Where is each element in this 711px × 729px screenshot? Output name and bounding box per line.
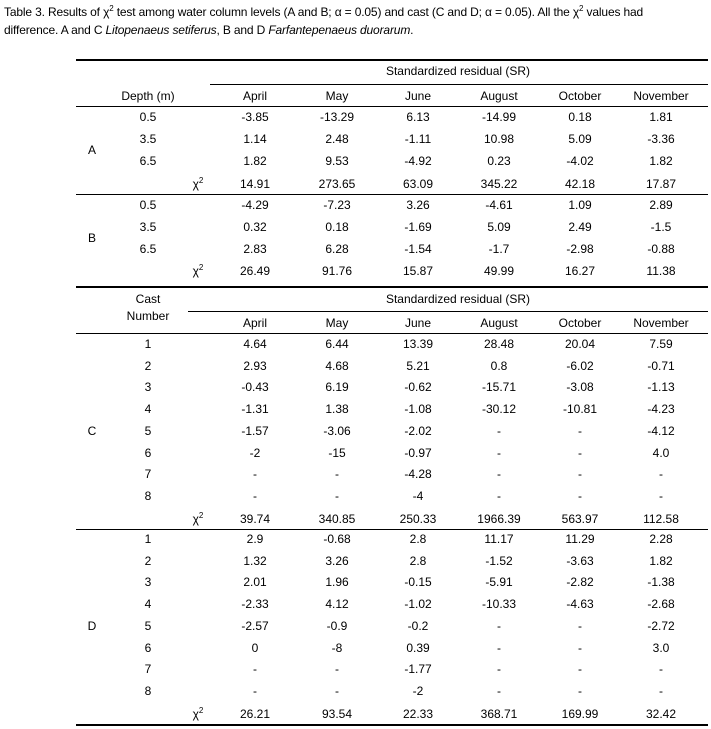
residual-value: -0.88 bbox=[647, 242, 675, 256]
depth-column-header: Depth (m) bbox=[121, 89, 175, 103]
residual-value: -0.9 bbox=[326, 618, 348, 633]
residual-value: -2 bbox=[249, 445, 261, 460]
header-rule bbox=[76, 106, 708, 107]
residual-value: 11.17 bbox=[484, 532, 514, 546]
residual-value: - bbox=[253, 488, 257, 503]
month-header: November bbox=[633, 89, 689, 103]
residual-value: -4.92 bbox=[404, 154, 432, 168]
residual-value: 3.26 bbox=[406, 198, 430, 212]
residual-value: 1.38 bbox=[325, 402, 349, 417]
residual-value: 20.04 bbox=[564, 337, 596, 351]
cast-value: 8 bbox=[144, 488, 152, 503]
residual-value: 2.48 bbox=[325, 132, 349, 146]
residual-value: - bbox=[497, 445, 501, 460]
month-header: August bbox=[480, 316, 518, 330]
residual-value: - bbox=[659, 662, 663, 677]
residual-value: - bbox=[253, 662, 257, 677]
residual-value: 2.93 bbox=[243, 358, 267, 373]
residual-value: 2.01 bbox=[243, 575, 267, 590]
residual-value: -1.31 bbox=[241, 402, 269, 417]
residual-value: - bbox=[497, 423, 501, 438]
chi-square-value: 26.49 bbox=[239, 264, 271, 278]
residual-value: 0.8 bbox=[490, 358, 508, 373]
chi-square-value: 11.38 bbox=[646, 264, 676, 278]
residual-value: -3.36 bbox=[647, 132, 675, 146]
residual-value: 2.89 bbox=[649, 198, 673, 212]
residual-value: - bbox=[659, 683, 663, 698]
group-label: A bbox=[87, 143, 97, 157]
residual-value: - bbox=[497, 640, 501, 655]
residual-value: -1.02 bbox=[404, 597, 432, 612]
residual-value: -1.77 bbox=[404, 662, 432, 677]
cast-value: 4 bbox=[144, 597, 152, 612]
residual-value: 2.49 bbox=[568, 220, 592, 234]
chi-square-value: 169.99 bbox=[561, 707, 599, 721]
residual-value: -2.68 bbox=[647, 597, 675, 612]
month-header: August bbox=[480, 89, 518, 103]
residual-value: 2.8 bbox=[409, 553, 427, 568]
chi-square-value: 42.18 bbox=[564, 177, 596, 191]
residual-value: -8 bbox=[331, 640, 343, 655]
residual-value: 6.44 bbox=[325, 337, 349, 351]
chi-square-value: 563.97 bbox=[561, 512, 599, 526]
residual-value: 4.68 bbox=[325, 358, 349, 373]
residual-value: -0.71 bbox=[647, 358, 675, 373]
residual-value: 1.09 bbox=[568, 198, 592, 212]
chi-square-value: 93.54 bbox=[321, 707, 353, 721]
residual-value: -1.69 bbox=[404, 220, 432, 234]
residual-value: - bbox=[578, 467, 582, 482]
cast-value: 1 bbox=[144, 337, 152, 351]
residual-value: -0.15 bbox=[404, 575, 432, 590]
residual-value: 6.13 bbox=[406, 110, 430, 124]
depth-value: 6.5 bbox=[139, 242, 157, 256]
depth-value: 3.5 bbox=[139, 220, 157, 234]
month-header: May bbox=[325, 89, 349, 103]
chi-square-value: 368.71 bbox=[480, 707, 518, 721]
residual-value: -4.28 bbox=[404, 467, 432, 482]
cast-value: 7 bbox=[144, 662, 152, 677]
residual-value: 7.59 bbox=[649, 337, 673, 351]
residual-value: 6.28 bbox=[325, 242, 349, 256]
chi-square-value: 91.76 bbox=[321, 264, 353, 278]
cast-column-header: Cast bbox=[135, 292, 161, 306]
residual-value: -1.13 bbox=[647, 380, 675, 395]
chi-square-label: $\chi^2$ bbox=[192, 511, 204, 526]
cast-value: 1 bbox=[144, 532, 152, 546]
residual-value: 4.64 bbox=[243, 337, 267, 351]
residual-value: 0.18 bbox=[325, 220, 349, 234]
sr-header: Standardized residual (SR) bbox=[385, 64, 531, 78]
cast-column-header: Number bbox=[126, 309, 170, 323]
residual-value: -0.68 bbox=[323, 532, 351, 546]
residual-value: -10.33 bbox=[481, 597, 517, 612]
residual-value: - bbox=[578, 662, 582, 677]
residual-value: 0.32 bbox=[243, 220, 267, 234]
month-header: June bbox=[404, 89, 432, 103]
residual-value: 1.82 bbox=[649, 553, 673, 568]
chi-square-value: 26.21 bbox=[239, 707, 271, 721]
residual-value: 5.09 bbox=[487, 220, 511, 234]
residual-value: 6.19 bbox=[325, 380, 349, 395]
chi-square-value: 15.87 bbox=[402, 264, 434, 278]
table-caption: Table 3. Results of $\chi^2$ test among water column levels (A and B; α = 0.05) and cast (C and D; α = 0.05). All the $\chi^2$ values had difference. A and C Litopenaeus setiferus, B and D Farfantepenaeus duorarum. bbox=[4, 4, 644, 37]
residual-value: -30.12 bbox=[481, 402, 517, 417]
residual-value: -2.98 bbox=[566, 242, 594, 256]
residual-value: -3.85 bbox=[241, 110, 269, 124]
chi-square-value: 63.09 bbox=[402, 177, 434, 191]
residual-value: -1.38 bbox=[647, 575, 675, 590]
residual-value: - bbox=[659, 467, 663, 482]
residual-value: -5.91 bbox=[485, 575, 513, 590]
residual-value: 1.14 bbox=[243, 132, 267, 146]
residual-value: -1.52 bbox=[485, 553, 513, 568]
depth-value: 6.5 bbox=[139, 154, 157, 168]
residual-value: -0.43 bbox=[241, 380, 269, 395]
residual-value: -4.12 bbox=[647, 423, 675, 438]
cast-value: 5 bbox=[144, 618, 152, 633]
group-divider bbox=[76, 194, 708, 195]
group-divider bbox=[76, 529, 708, 530]
month-header: April bbox=[242, 89, 268, 103]
month-header: October bbox=[558, 89, 602, 103]
residual-value: - bbox=[578, 683, 582, 698]
chi-square-value: 1966.39 bbox=[477, 512, 521, 526]
cast-value: 6 bbox=[144, 640, 152, 655]
residual-value: - bbox=[253, 467, 257, 482]
residual-value: 2.8 bbox=[409, 532, 427, 546]
residual-value: -14.99 bbox=[481, 110, 517, 124]
residual-value: 0.39 bbox=[406, 640, 430, 655]
residual-value: 4.0 bbox=[652, 445, 670, 460]
chi-square-value: 32.42 bbox=[645, 707, 677, 721]
depth-value: 0.5 bbox=[139, 110, 157, 124]
residual-value: 1.96 bbox=[325, 575, 349, 590]
residual-value: -4 bbox=[412, 488, 424, 503]
sr-header: Standardized residual (SR) bbox=[385, 292, 531, 306]
group-label: B bbox=[87, 231, 97, 245]
chi-square-value: 16.27 bbox=[564, 264, 596, 278]
residual-value: - bbox=[497, 662, 501, 677]
residual-value: 5.09 bbox=[568, 132, 592, 146]
residual-value: -3.06 bbox=[323, 423, 351, 438]
residual-value: -1.11 bbox=[404, 132, 432, 146]
residual-value: 0.23 bbox=[487, 154, 511, 168]
residual-value: 0 bbox=[251, 640, 259, 655]
residual-value: -15 bbox=[328, 445, 346, 460]
residual-value: - bbox=[659, 488, 663, 503]
residual-value: -2.33 bbox=[241, 597, 269, 612]
residual-value: 11.29 bbox=[565, 532, 595, 546]
month-header: April bbox=[242, 316, 268, 330]
residual-value: -3.08 bbox=[566, 380, 594, 395]
header-rule bbox=[76, 333, 708, 334]
residual-value: - bbox=[497, 618, 501, 633]
residual-value: -4.63 bbox=[566, 597, 594, 612]
residual-value: 1.32 bbox=[243, 553, 267, 568]
residual-value: -15.71 bbox=[481, 380, 517, 395]
residual-value: -7.23 bbox=[323, 198, 351, 212]
chi-square-value: 250.33 bbox=[399, 512, 437, 526]
residual-value: -13.29 bbox=[319, 110, 355, 124]
residual-value: -4.23 bbox=[647, 402, 675, 417]
residual-value: - bbox=[497, 488, 501, 503]
month-header: November bbox=[633, 316, 689, 330]
residual-value: -4.02 bbox=[566, 154, 594, 168]
residual-value: 5.21 bbox=[406, 358, 430, 373]
chi-square-value: 39.74 bbox=[239, 512, 271, 526]
cast-value: 6 bbox=[144, 445, 152, 460]
month-header: June bbox=[404, 316, 432, 330]
residual-value: -4.61 bbox=[485, 198, 513, 212]
residual-value: -2.72 bbox=[647, 618, 675, 633]
residual-value: 0.18 bbox=[568, 110, 592, 124]
cast-value: 4 bbox=[144, 402, 152, 417]
chi-square-label: $\chi^2$ bbox=[192, 706, 204, 721]
residual-value: 13.39 bbox=[402, 337, 434, 351]
month-header: May bbox=[325, 316, 349, 330]
residual-value: 2.9 bbox=[246, 532, 264, 546]
chi-square-value: 340.85 bbox=[318, 512, 356, 526]
chi-square-value: 17.87 bbox=[645, 177, 677, 191]
residual-value: -2.82 bbox=[566, 575, 594, 590]
residual-value: - bbox=[335, 467, 339, 482]
chi-square-value: 49.99 bbox=[483, 264, 515, 278]
residual-value: -2.57 bbox=[241, 618, 269, 633]
residual-value: - bbox=[497, 467, 501, 482]
residual-value: -1.7 bbox=[488, 242, 510, 256]
residual-value: - bbox=[578, 618, 582, 633]
residual-value: 10.98 bbox=[483, 132, 515, 146]
residual-value: - bbox=[497, 683, 501, 698]
cast-value: 2 bbox=[144, 553, 152, 568]
residual-value: -1.54 bbox=[404, 242, 432, 256]
cast-value: 3 bbox=[144, 380, 152, 395]
chi-square-value: 22.33 bbox=[402, 707, 434, 721]
sr-header-rule bbox=[188, 311, 708, 312]
residual-value: -1.08 bbox=[404, 402, 432, 417]
residual-value: 1.82 bbox=[649, 154, 673, 168]
chi-square-value: 112.58 bbox=[643, 512, 679, 526]
residual-value: - bbox=[335, 488, 339, 503]
sr-header-rule bbox=[210, 84, 708, 85]
residual-value: - bbox=[335, 662, 339, 677]
cast-value: 3 bbox=[144, 575, 152, 590]
residual-value: -0.97 bbox=[404, 445, 432, 460]
residual-value: 3.26 bbox=[325, 553, 349, 568]
depth-value: 0.5 bbox=[139, 198, 157, 212]
residual-value: - bbox=[335, 683, 339, 698]
residual-value: -2.02 bbox=[404, 423, 432, 438]
residual-value: 2.28 bbox=[649, 532, 673, 546]
cast-value: 7 bbox=[144, 467, 152, 482]
residual-value: 2.83 bbox=[243, 242, 267, 256]
bottom-rule bbox=[76, 724, 708, 726]
residual-value: 9.53 bbox=[325, 154, 349, 168]
section-divider bbox=[76, 286, 708, 288]
cast-value: 8 bbox=[144, 683, 152, 698]
residual-value: -10.81 bbox=[562, 402, 598, 417]
residual-value: -0.62 bbox=[404, 380, 432, 395]
residual-value: -1.57 bbox=[241, 423, 269, 438]
residual-value: -1.5 bbox=[650, 220, 672, 234]
group-label: D bbox=[87, 619, 97, 633]
chi-square-label: $\chi^2$ bbox=[192, 263, 204, 278]
residual-value: - bbox=[578, 445, 582, 460]
residual-value: -2 bbox=[412, 683, 424, 698]
group-label: C bbox=[87, 424, 97, 438]
chi-square-value: 273.65 bbox=[318, 177, 356, 191]
residual-value: 3.0 bbox=[652, 640, 670, 655]
depth-value: 3.5 bbox=[139, 132, 157, 146]
month-header: October bbox=[558, 316, 602, 330]
residual-value: -6.02 bbox=[566, 358, 594, 373]
cast-value: 2 bbox=[144, 358, 152, 373]
residual-value: -3.63 bbox=[566, 553, 594, 568]
chi-square-label: $\chi^2$ bbox=[192, 176, 204, 191]
chi-square-value: 345.22 bbox=[480, 177, 518, 191]
chi-square-value: 14.91 bbox=[239, 177, 271, 191]
residual-value: -4.29 bbox=[241, 198, 269, 212]
residual-value: -0.2 bbox=[407, 618, 429, 633]
residual-value: 4.12 bbox=[325, 597, 349, 612]
residual-value: - bbox=[578, 640, 582, 655]
residual-value: - bbox=[578, 423, 582, 438]
residual-value: 28.48 bbox=[483, 337, 515, 351]
residual-value: - bbox=[253, 683, 257, 698]
residual-value: - bbox=[578, 488, 582, 503]
cast-value: 5 bbox=[144, 423, 152, 438]
residual-value: 1.81 bbox=[649, 110, 673, 124]
residual-value: 1.82 bbox=[243, 154, 267, 168]
